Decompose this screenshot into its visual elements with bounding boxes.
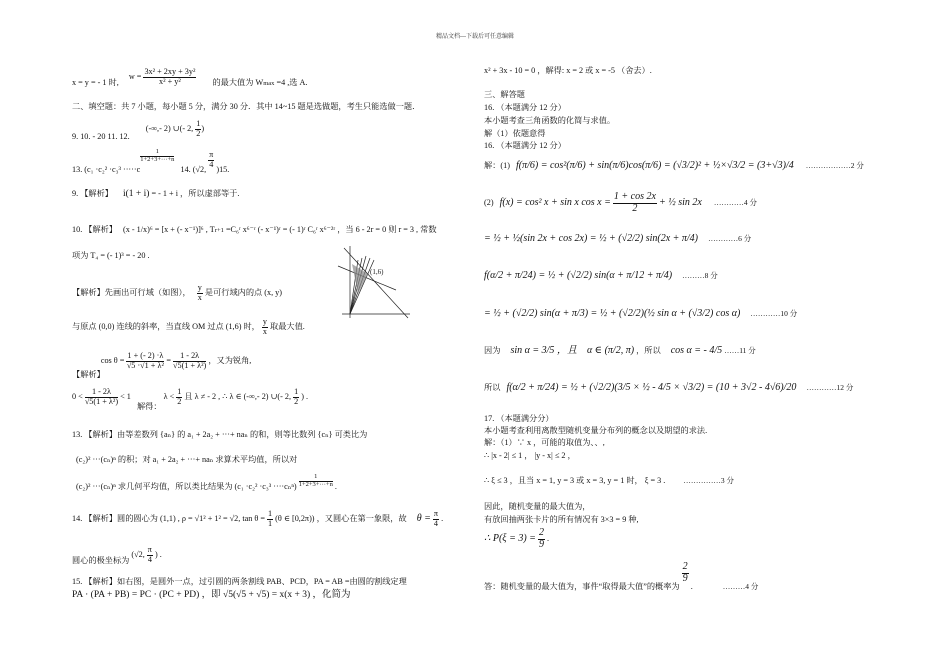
solution-12-line1: 【解析】 cos θ = $\frac{1 + (- 2) \cdot\lambda}{\text{√5 ·√1 + λ²}}$ = $\frac{1 - 2\lambda}{\text{√5(1 + λ²)}}$ ，又为锐角, [72,351,252,379]
section-fill-in-title: 二、填空题：共 7 小题，每小题 5 分，满分 30 分．其中 14~15 题是选做题，考生只能选做一题． [72,102,421,111]
boundary-line [338,266,396,290]
solution-14: 14. 【解析】圆的圆心为 (1,1) , ρ = √1² + 1² = √2, tan θ = $\frac{1}{1}$ (θ ∈ [0,2π)) ，又圆心在第一象限，故 θ = $\frac{\pi}{4}$ . [72,509,444,528]
p17-step: ∴ ξ ≤ 3 ，且当 x = 1, y = 3 或 x = 3, y = 1 时， ξ = 3 . ……………3 分 [484,476,734,485]
solution-13-line2: (c₂)² ···(cₙ)ⁿ 的积；对 a₁ + 2a₂ + ···+ naₙ 求算术平均值，所以对 [76,455,298,464]
problem-16-start: 解（1）依题意得 [484,129,546,138]
answers-9-12: 9. 10. - 20 11. 12. (-∞,- 2) ∪(- 2, $\frac{1}{2}$ ) [72,119,205,141]
p16-result: 所以 f(α/2 + π/24) = ½ + (√2/2)(3/5 × ½ - 4/5 × √3/2) = (10 + 3√2 - 4√6)/20 …………12 分 [484,382,854,393]
answers-13-15: 13. (c₁ ·c₂² ·c₃³ ·····c $\frac{1}{1+2+3+\cdot\cdot\cdot+n}$ 14. (√2, $\frac{\pi}{4}$ )15. [72,147,230,174]
p17-answer: 答：随机变量的最大值为，事件“取得最大值”的概率为 $\frac{2}{9}$ . ………4 分 [484,561,759,591]
problem-16-intro: 本小题考查三角函数的化简与求值。 [484,116,616,125]
p17-step: 解：（1）∵ x ，可能的取值为、、, [484,438,605,447]
p16-step: 因为 sin α = 3/5 ，且 α ∈ (π/2, π) ，所以 cos α = - 4/5 ……11 分 [484,345,756,356]
point-label: (1,6) [370,268,384,276]
solution-15-line1: 15. 【解析】如右图，是圆外一点，过引圆的两条割线 PAB、PCD，PA = AB =由圆的割线定理 [72,577,407,586]
equation-line: x² + 3x - 10 = 0 ，解得: x = 2 或 x = -5 （舍去）. [484,66,652,75]
solution-13-line1: 13. 【解析】由等差数列 {aₙ} 的 a₁ + 2a₂ + ···+ naₙ 的和，则等比数列 {cₙ} 可类比为 [72,430,368,439]
section-solutions-title: 三、解答题 [484,90,525,99]
boundary-line [344,248,408,318]
p16-step: = ½ + (√2/2) sin(α + π/3) = ½ + (√2/2)(½ sin α + (√3/2) cos α) …………10 分 [484,308,798,319]
problem-16-header: 16. （本题满分 12 分） [484,103,566,112]
p17-step: 有放回抽两张卡片的所有情况有 3×3 = 9 种, [484,515,639,524]
solution-14-result: 圆心的极坐标为 (√2, $\frac{\pi}{4}$ ) . [72,545,162,565]
text-line: x = y = - 1 时, w = $\frac{\text{3x² + 2xy + 3y²}}{\text{x² + y²}}$ 的最大值为 Wmax =4 ,选 A. [72,67,308,87]
solution-11-line2: 与原点 (0,0) 连线的斜率，当直线 OM 过点 (1,6) 时， $\frac{y}{x}$ 取最大值. [72,317,305,336]
p17-step: 因此，随机变量的最大值为， [484,502,591,511]
p16-part1: 解：(1) f(π/6) = cos²(π/6) + sin(π/6)cos(π/6) = (√3/2)² + ½×√3/2 = (3+√3)/4 ………………2 分 [484,160,864,171]
p16-step: = ½ + ½(sin 2x + cos 2x) = ½ + (√2/2) sin(2x + π/4) …………6 分 [484,233,752,244]
solution-12-line2: 0 < $\frac{1 - 2\lambda}{\text{√5(1 + λ²)}}$ < 1 解得： λ < $\frac{1}{2}$ 且 λ ≠ - 2 , ∴ λ ∈ (-∞,- 2) ∪(- 2, $\frac{1}{2}$ ) . [72,387,309,411]
solution-13-line3: (c₂)² ···(cₙ)ⁿ 求几何平均值，所以类比结果为 (c₁ ·c₂² ·c₃³ ····cₙⁿ) $\frac{1}{1+2+3+\cdot\cdot\cdot+n}$ . [76,473,337,492]
p16-part2: (2) f(x) = cos² x + sin x cos x = $\frac{1 + \cos 2x}{2}$ + ½ sin 2x …………4 分 [484,191,758,214]
solution-9: 9. 【解析】 i(1 + i) = - 1 + i ，所以虚部等于. [72,189,240,199]
problem-16-header-repeat: 16. （本题满分 12 分） [484,141,566,150]
problem-17-intro: 本小题考查利用离散型随机变量分布列的概念以及期望的求法. [484,426,708,435]
solution-11-line1: 【解析】先画出可行域（如图）， $\frac{y}{x}$ 是可行域内的点 (x, y) [72,283,283,302]
solution-15-line2: PA · (PA + PB) = PC · (PC + PD) ，即 √5(√5 + √5) = x(x + 3) ，化简为 [72,590,351,600]
p16-step: f(α/2 + π/24) = ½ + (√2/2) sin(α + π/12 + π/4) ………8 分 [484,270,718,281]
page-header-note: 精品文档---下载后可任意编辑 [436,34,514,40]
feasible-region-figure [336,244,412,320]
solution-10: 10. 【解析】 (x - 1/x)⁶ = [x + (- x⁻¹)]⁶ , Tr+1 =C₆ʳ x⁶⁻ʳ (- x⁻¹)ʳ = (- 1)ʳ C₆ʳ x⁶⁻²ʳ ，当 6 - 2r = 0 则 r = 3 , 常数 [72,225,437,234]
p17-prob: ∴ P(ξ = 3) = $\frac{2}{9}$ . [484,527,550,550]
solution-10-result: 项为 T₄ = (- 1)³ = - 20 . [72,251,150,260]
p17-step: ∴ |x - 2| ≤ 1 ， |y - x| ≤ 2 ， [484,451,576,460]
problem-17-header: 17. （本题满分分） [484,414,554,423]
